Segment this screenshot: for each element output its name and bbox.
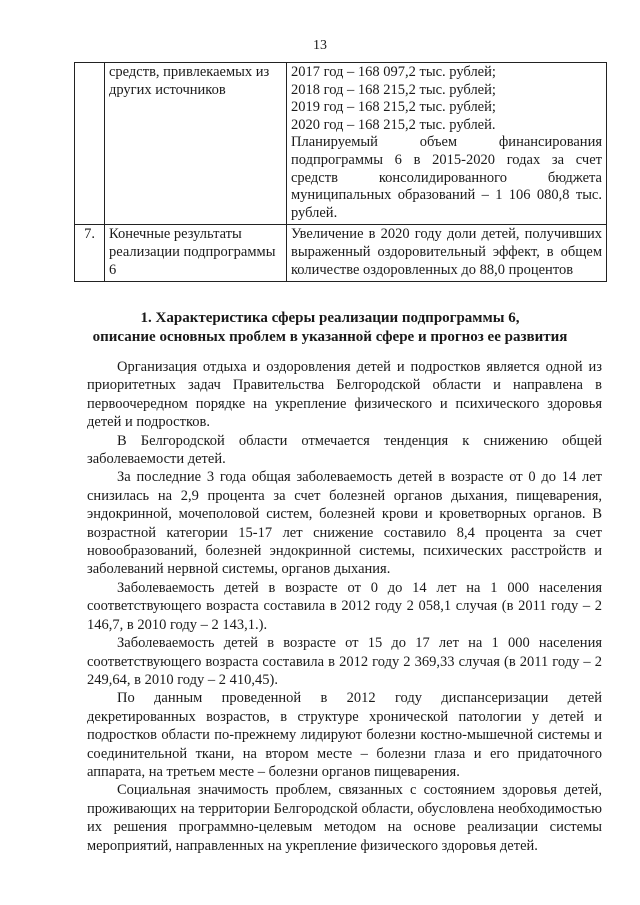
- table-cell-value: [287, 63, 607, 225]
- paragraph: Социальная значимость проблем, связанных с состоянием здоровья детей, проживающих на территории Белгородской области, обусловлена необходимостью их решения программно-целевым методом на основе реализации системы мероприятий, направленных на укрепление физического здоровья детей.: [87, 782, 602, 854]
- passport-table: [74, 62, 607, 282]
- paragraph: Заболеваемость детей в возрасте от 15 до 17 лет на 1 000 населения соответствующего возраста составила в 2012 году 2 369,33 случая (в 2011 году – 2 249,64, в 2010 году – 2 410,45).: [87, 635, 602, 688]
- funding-year-line: 2018 год – 168 215,2 тыс. рублей;: [291, 81, 496, 98]
- table-row: [75, 225, 607, 282]
- paragraph: Организация отдыха и оздоровления детей и подростков является одной из приоритетных задач Правительства Белгородской области и направлена в первоочередном порядке на укрепление физического и психического здоровья детей и подростков.: [87, 359, 602, 431]
- table-cell-number: 7.: [75, 225, 105, 282]
- paragraph: За последние 3 года общая заболеваемость детей в возрасте от 0 до 14 лет снизилась на 2,9 процента за счет болезней органов дыхания, пищеварения, эндокринной, мочеполовой систем, болезней крови и кроветворных органов. В возрастной категории 15-17 лет снижение составило 8,4 процента за счет новообразований, болезней эндокринной системы, психических расстройств и заболеваний нервной системы, органов дыхания.: [87, 469, 602, 578]
- table-cell-name: средств, привлекаемых из других источников: [105, 63, 287, 225]
- table-cell-number: [75, 63, 105, 225]
- section-heading: [60, 309, 600, 347]
- paragraph: По данным проведенной в 2012 году диспансеризации детей декретированных возрастов, в структуре хронической патологии у детей и подростков области по-прежнему лидируют болезни костно-мышечной системы и соединительной ткани, на втором месте – болезни глаза и его придаточного аппарата, на третьем месте – болезни органов пищеварения.: [87, 690, 602, 780]
- table-cell-value: Увеличение в 2020 году доли детей, получивших выраженный оздоровительный эффект, в общем количестве оздоровленных до 88,0 процентов: [287, 225, 607, 282]
- paragraph: В Белгородской области отмечается тенденция к снижению общей заболеваемости детей.: [87, 432, 602, 468]
- funding-year-line: 2017 год – 168 097,2 тыс. рублей;: [291, 64, 496, 80]
- planned-funding-text: Планируемый объем финансирования подпрограммы 6 в 2015-2020 годах за счет средств консолидированного бюджета муниципальных образований – 1 106 080,8 тыс. рублей.: [291, 134, 602, 221]
- section-heading-line: описание основных проблем в указанной сфере и прогноз ее развития: [92, 329, 568, 345]
- section-body: [87, 358, 602, 855]
- section-heading-line: 1. Характеристика сферы реализации подпрограммы 6,: [140, 310, 520, 326]
- table-cell-name: Конечные результаты реализации подпрограммы 6: [105, 225, 287, 282]
- funding-year-line: 2020 год – 168 215,2 тыс. рублей.: [291, 116, 496, 133]
- paragraph: Заболеваемость детей в возрасте от 0 до 14 лет на 1 000 населения соответствующего возраста составила в 2012 году 2 058,1 случая (в 2011 году – 2 146,7, в 2010 году – 2 143,1.).: [87, 579, 602, 633]
- table-row: [75, 63, 607, 225]
- funding-year-line: 2019 год – 168 215,2 тыс. рублей;: [291, 99, 496, 116]
- page-number: 13: [313, 38, 327, 53]
